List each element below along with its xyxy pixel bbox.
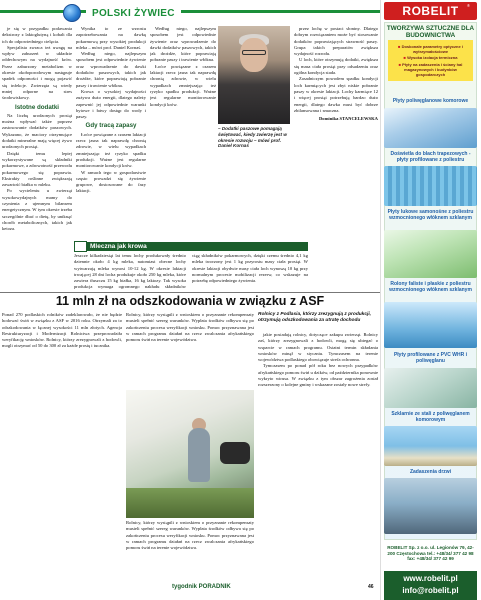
article2-photo-caption: Rolnicy z Podlasia, którzy zrezygnują z produkcji, otrzymują odszkodowania za utratę dochodu <box>258 312 372 323</box>
milk-icon <box>74 241 87 252</box>
grass <box>126 488 254 518</box>
article1-col2b <box>150 26 216 240</box>
subheading: Istotne dodatki <box>14 103 59 111</box>
photo-caption: – Dodatki paszowe pomagają świętować, kiedy zwierzę jest w okresie rozwoju – mówi prof. Daniel Kornaś <box>218 126 287 149</box>
product-label: Płyty lukowe samonośne z poliestru wzmocnionego włóknem szklanym <box>387 209 474 221</box>
subheading: Gdy tracą zapasy <box>85 122 137 130</box>
brand-logo[interactable]: ROBELIT <box>384 2 477 20</box>
contact-box <box>384 571 477 600</box>
paragraph: Wynika to ze wzrostu zapotrzebowania na dawkę pokarmową przy wysokiej produkcji mleka – mówi prof. Daniel Kornaś. <box>76 26 146 50</box>
product-label: Szklarnie ze stali z poliwęglanem komorowym <box>391 411 470 423</box>
paragraph: Łoćce powiązane z czasem laktacji rzecz jasna tak naprawdę chronią zdrowie, w wielu wypadkach zmniejszając też ryzyko spadku produkcji. Ważne jest regularne monitorowanie kondycji krów. <box>76 131 146 169</box>
paragraph: Specjalista zwraca też uwagę na wpływ zaburzeń w układzie oddechowym na wydajność krów. Przez zaburzony metabolizm w okresie okołoporodowym następuje spadek odporności i mogą pojawić się infekcje. Zwierzęta są wtedy mniej odporne na stres środowiskowy. <box>2 44 72 101</box>
product-label: Płyty profilowane z PVC WHR i poliwęglanu <box>393 352 468 364</box>
paragraph: Zasadniczym powodem spadku kondycji loch karmiących jest zbyt niskie pobranie paszy w okresie laktacji. Lochy karmiące 12 i więcej prosiąt potrzebują bardzo dużo energii, dlatego dawka musi być dobrze zbilansowana i smaczna. <box>294 76 378 113</box>
email-link[interactable]: info@robelit.pl <box>402 586 459 595</box>
registered-icon: ® <box>467 3 470 8</box>
person <box>188 428 210 482</box>
glasses <box>242 50 266 55</box>
page-number: 46 <box>368 584 374 590</box>
company-address: ROBELIT Sp. z o.o. ul. Legionów 79, 42-200 Częstochowa tel.: +48/34/ 377 42 98 fax: +48/34/ 377 42 99 <box>387 545 474 562</box>
portrait-photo <box>218 26 290 124</box>
paragraph: przez lochę w postaci słoniny. Dlatego dobrym rozwiązaniem może być stosowanie dodatków poprawiających strawność paszy. Grupa takich preparatów zwiększa wydajność rozrodu. <box>294 26 378 57</box>
article2-col3 <box>258 332 378 578</box>
article1-col3 <box>294 26 378 240</box>
feature-item: ■ Doskonałe parametry optyczne i wytrzymałościowe <box>398 44 463 55</box>
footer-source: tygodnik PORADNIK <box>172 584 231 590</box>
paragraph: U loch, które otrzymują dodatki, zwiększa się masa ciała prosiąt przy odsadzeniu oraz ogólna kondycja stada. <box>294 57 378 76</box>
product-image <box>384 230 477 278</box>
divider <box>0 292 380 293</box>
paragraph: Dzięki temu lepiej wykorzystywane są składniki pokarmowe, a zdrowotność przewodu pokarmowego się poprawia. Ekstrakty roślinne zwiększają zawartość białka w mleku. <box>2 150 72 188</box>
paragraph: Krowa o wysokiej wydajności zużywa dużo energii, dlatego należy zapewnić jej odpowiednie warunki bytowe i łatwy dostęp do wody i paszy. <box>76 88 146 120</box>
article2-col2b: Rolnicy, którzy wystąpili z wnioskiem o przyznanie rekompensaty musieli spełnić szereg warunków. Wypłata środków odbywa się po zakończeniu procesu weryfikacji wniosku. Pomoc przyznawana jest w ramach programu działań na rzecz zwalczania afrykańskiego pomoru świń na terenie województwa. <box>126 520 254 551</box>
milk-box-col1: Jeszcze kilkadziesiąt lat temu lochy produkowały średnio dziennie około 4 kg mleka, natomiast obecne lochy wytwarzają mleka wynosi 10-12 kg. W okresie laktacji trwającej 28 dni locha produkuje około 250 kg mleka, które zawiera tłuszczu 15 kg białka, 16 kg laktozy. Tak wysoka produkcja wymaga ogromnego nakładu składników <box>74 253 186 290</box>
article1-col2 <box>76 26 146 240</box>
article2-col1: Ponad 270 podlaskich rolników zadeklarowało, że nie będzie hodować świń w związku z ASF w 2016 roku. Otrzymali za to odszkodowania w łącznej wysokości 11 mln złotych. Agencja Restrukturyzacji i Modernizacji Rolnictwa przeprowadziła weryfikację wniosków. Rolnicy, którzy zrezygnowali z hodowli, mogli otrzymać od 50 do 300 zł za każde prosię i tucznika. <box>2 312 122 349</box>
face <box>240 38 268 72</box>
farmer-photo <box>126 390 254 518</box>
product-image <box>384 166 477 206</box>
paragraph: Tymczasem po ponad pół roku bez nowych przypadków afrykańskiego pomoru świń u dzików, od października ponownie wykryto wirusa. W związku z tym obszar zagrożenia został rozszerzony o kolejne gminy i wskazane zostały nowe strefy. <box>258 363 378 388</box>
feature-item: ■ Wysoka izolacja termiczna <box>403 55 458 61</box>
product-label: Rolony faliste i płaskie z poliestru wzmocnionego włóknem szklanym <box>389 281 472 293</box>
paragraph: Według niego, najlepszym sposobem jest odpowiednie żywienie oraz wprowadzenie do dawki dodatków paszowych, takich jak drożdże, które poprawiają pobranie paszy i trawienie włókna. <box>76 51 146 88</box>
product-image <box>384 302 477 348</box>
product-image <box>384 478 477 534</box>
paragraph: je się w przypadku podawania dekstrozy z laktoglutyną i kobalt dla ich do odpowiedniego cielęcia. <box>2 26 72 44</box>
milk-box-title: Mleczna jak krowa <box>90 243 147 250</box>
header-bar <box>0 10 380 13</box>
paragraph: Na liczbę urodzonych prosiąt można wpływać także poprzez zastosowanie dodatków paszowych. Wykazano, że maciory otrzymujące dodatki mineralne mają więcej żywo urodzonych prosiąt. <box>2 112 72 150</box>
feature-list <box>388 40 473 81</box>
cow <box>220 442 250 464</box>
paragraph: Po wycieleniu u zwierząt wysokowydajnych mamy do czynienia z ujemnym bilansem energetycznym. W tym okresie trzeba szczególnie dbać o dietę, by uniknąć chorób metabolicznych, takich jak ketoza. <box>2 188 72 232</box>
paragraph: Według niego, najlepszym sposobem jest odpowiednie żywienie oraz wprowadzenie do dawki dodatków paszowych, takich jak drożdże, które poprawiają pobranie paszy i trawienie włókna. <box>150 26 216 63</box>
feature-item: ■ Płyty na zadaszenia i ściany hal magazynowych i budynków gospodarczych <box>398 61 463 78</box>
article2-title: 11 mln zł na odszkodowania w związku z ASF <box>55 294 325 308</box>
website-link[interactable]: www.robelit.pl <box>403 574 458 583</box>
product-label: Zadaszenia drzwi <box>409 469 452 475</box>
product-image <box>384 426 477 466</box>
product-image <box>384 108 477 148</box>
article1-col1 <box>2 26 72 233</box>
product-image <box>384 368 477 408</box>
product-label: Płyty poliwęglanowe komorowe <box>392 98 469 104</box>
author: Dominika STANCELEWSKA <box>318 116 378 122</box>
milk-box-col2: ciąg składników pokarmowych, dzięki czemu średnio 4,1 kg mleka tworzony jest 1 kg przyrostu masy ciała prosiąt. W okresie laktacji obydwie masy ciała loch wynoszą 10 kg przy normalnym procesie mobilizacji rezerw, co wskazuje na potrzebę odpowiedniego żywienia. <box>192 253 308 284</box>
product-label: Doświetla do blach trapezowych - płyty profilowane z poliestru <box>390 151 471 163</box>
paragraph: jakie posiadają rolnicy, dotyczące zakupu zwierząt. Rolnicy zaś, którzy zrezygnowali z hodowli, mogą się ubiegać o wsparcie w ramach programu. Ostatni termin składania wniosków minął w styczniu. Tymczasem na terenie województwa podlaskiego obowiązuje strefa ochronna. <box>258 332 378 363</box>
globe-icon <box>63 4 81 22</box>
paragraph: W ramach tego w gospodarstwie często prowadzi się żywienie grupowe, dostosowane do fazy laktacji. <box>76 169 146 194</box>
section-title: POLSKI ŻYWIEC <box>86 8 181 24</box>
ad-title: TWORZYWA SZTUCZNE DLA BUDOWNICTWA <box>386 25 475 39</box>
article2-col2: Rolnicy, którzy wystąpili z wnioskiem o przyznanie rekompensaty musieli spełnić szereg warunków. Wypłata środków odbywa się po zakończeniu procesu weryfikacji wniosku. Pomoc przyznawana jest w ramach programu działań na rzecz zwalczania afrykańskiego pomoru świń na terenie województwa. <box>126 312 254 343</box>
paragraph: Łoćce powiązane z czasem laktacji rzecz jasna tak naprawdę chronią zdrowie, w wielu wypadkach zmniejszając też ryzyko spadku produkcji. Ważne jest regularne monitorowanie kondycji krów. <box>150 63 216 107</box>
